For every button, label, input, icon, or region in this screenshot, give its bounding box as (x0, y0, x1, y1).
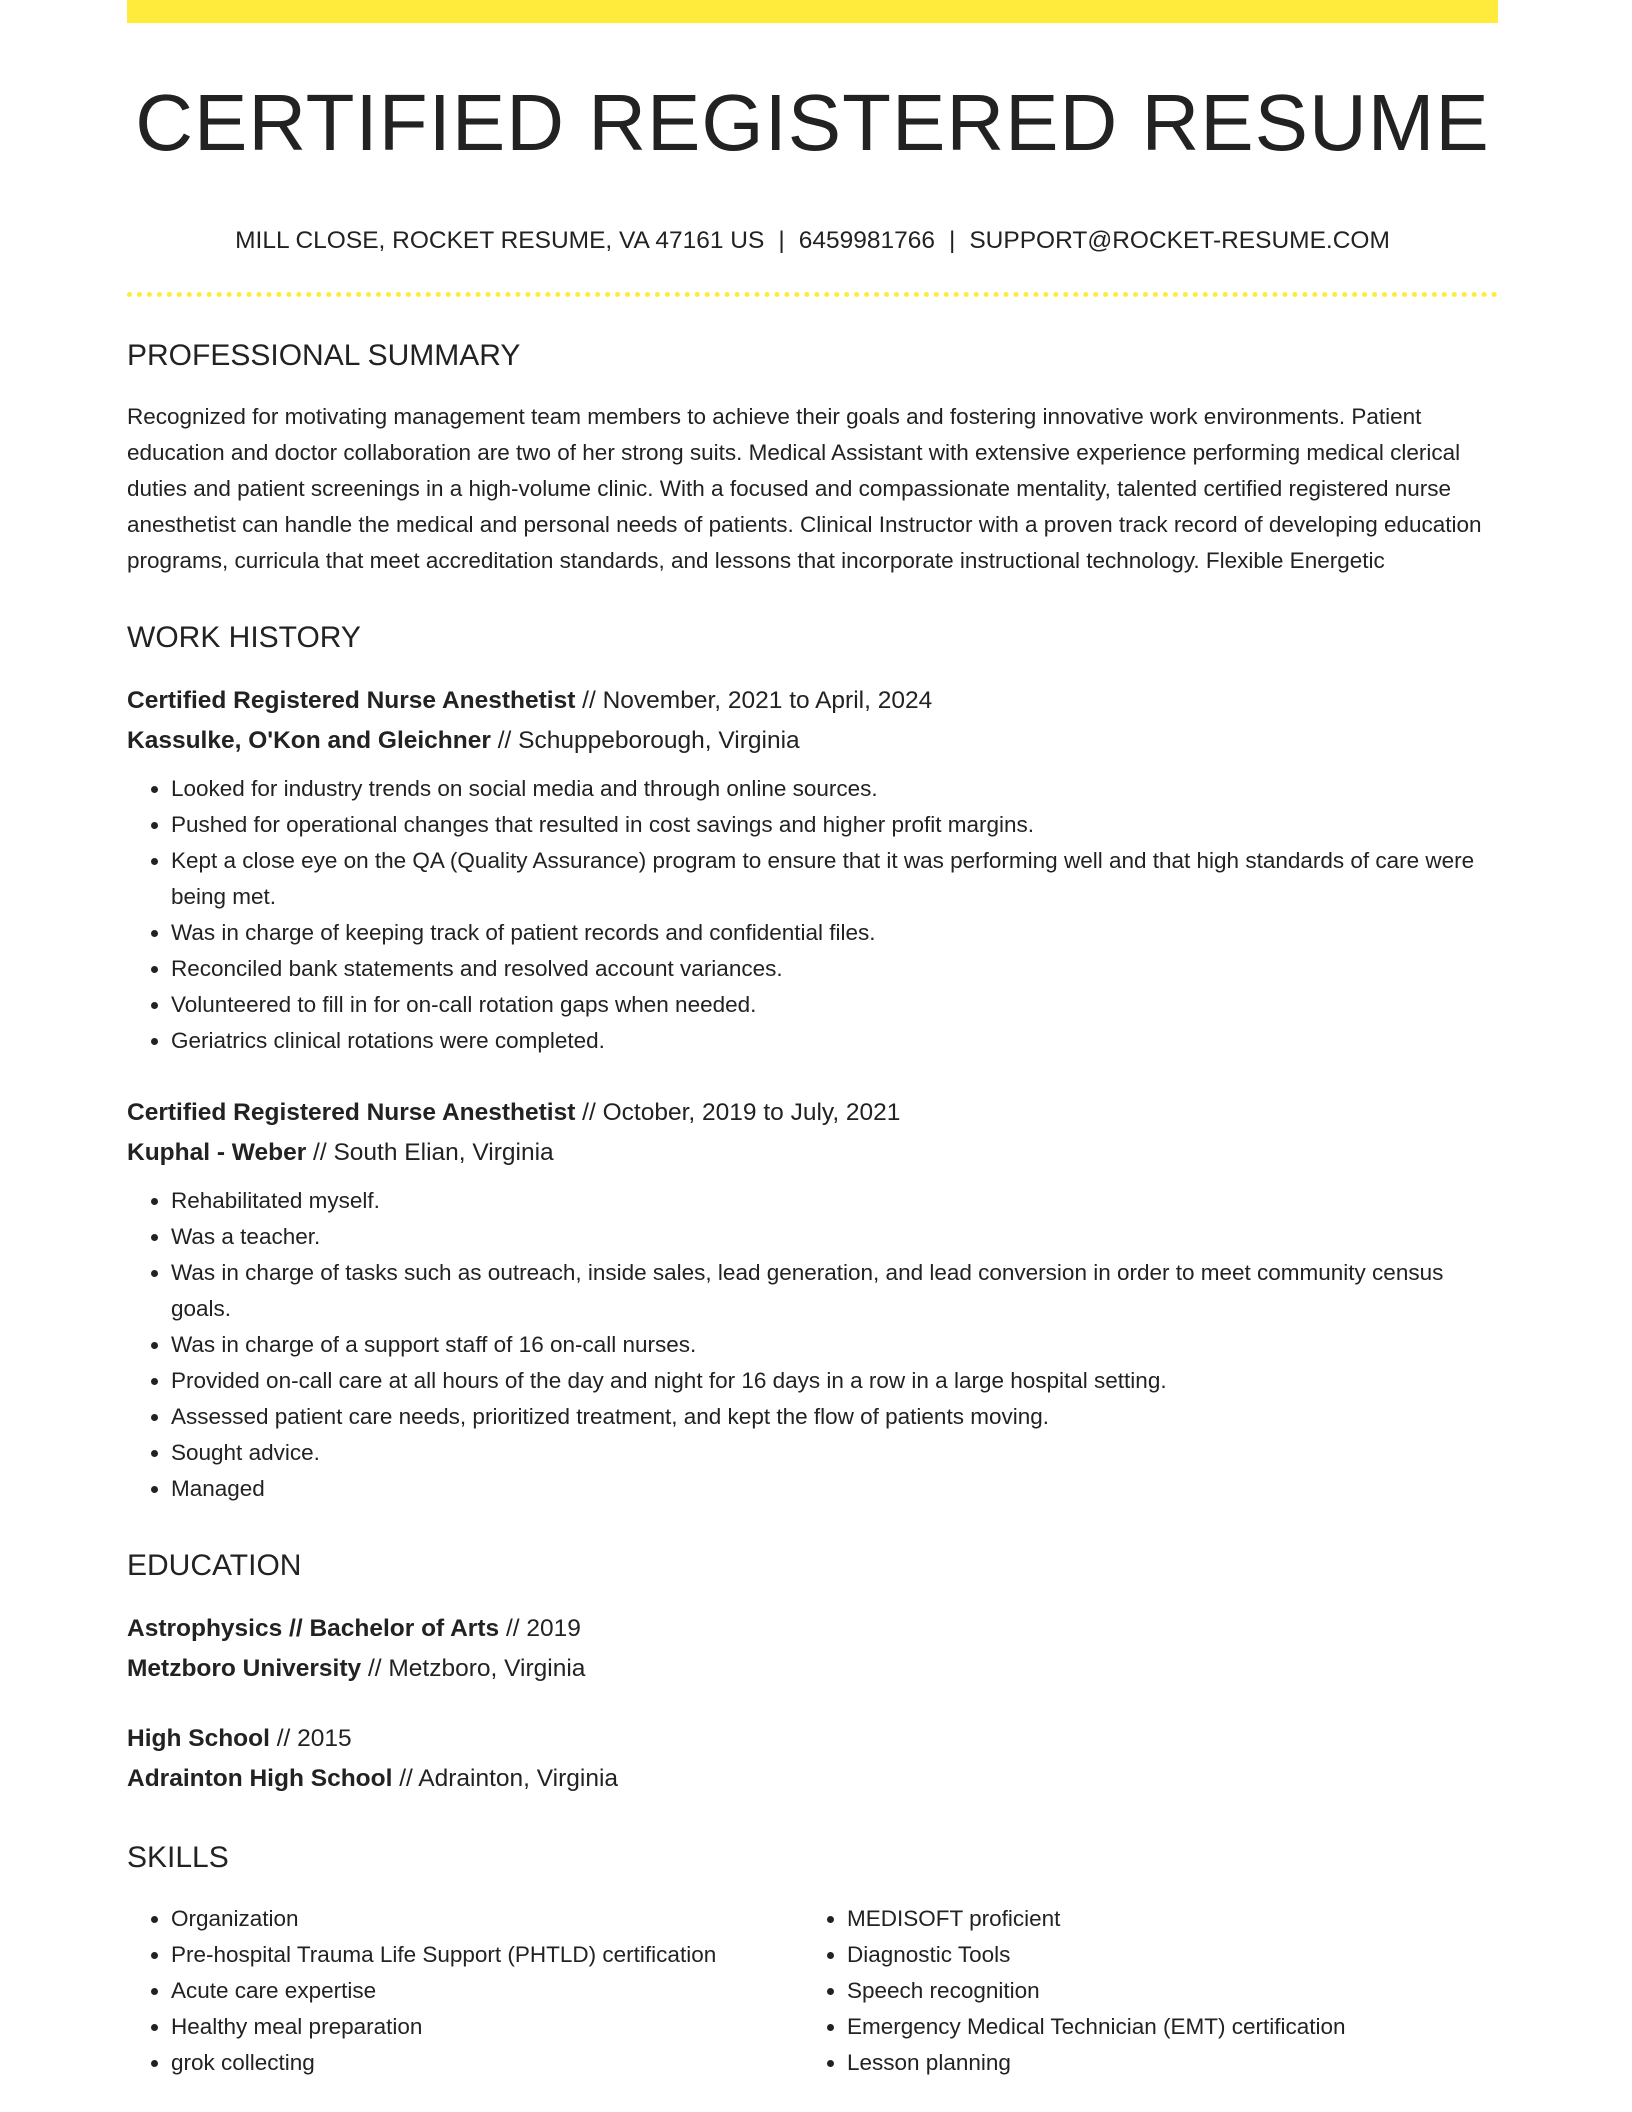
job-bullet: • Sought advice. (171, 1435, 1498, 1471)
skill-item: • MEDISOFT proficient (847, 1901, 1479, 1937)
section-title-skills: SKILLS (127, 1840, 229, 1874)
education-entry (127, 1719, 1498, 1799)
education-school-line (127, 1759, 1498, 1799)
contact-address: MILL CLOSE, ROCKET RESUME, VA 47161 US (235, 227, 765, 254)
education-school-line (127, 1649, 1498, 1689)
job-dates: // November, 2021 to April, 2024 (575, 686, 933, 714)
job-company-line (127, 1133, 1498, 1173)
contact-separator: | (778, 227, 785, 254)
job-entry (127, 681, 1498, 1059)
skill-item: • Acute care expertise (171, 1973, 803, 2009)
job-bullet: • Pushed for operational changes that resulted in cost savings and higher profit margins. (171, 807, 1498, 843)
skill-item: • Speech recognition (847, 1973, 1479, 2009)
job-bullet: • Was in charge of keeping track of patient records and confidential files. (171, 915, 1498, 951)
job-bullet: • Reconciled bank statements and resolved account variances. (171, 951, 1498, 987)
job-bullet: • Was in charge of a support staff of 16 on-call nurses. (171, 1327, 1498, 1363)
job-bullet: • Kept a close eye on the QA (Quality Assurance) program to ensure that it was performing well and that high standards of care were being met. (171, 843, 1498, 915)
section-title-education: EDUCATION (127, 1548, 302, 1582)
job-title-line (127, 681, 1498, 721)
education-entry (127, 1609, 1498, 1689)
job-location: // South Elian, Virginia (306, 1138, 554, 1166)
skill-item: • Emergency Medical Technician (EMT) certification (847, 2009, 1479, 2045)
job-company: Kuphal - Weber (127, 1138, 307, 1166)
job-bullet: • Managed (171, 1471, 1498, 1507)
skill-item: • Lesson planning (847, 2045, 1479, 2081)
job-bullet: • Was a teacher. (171, 1219, 1498, 1255)
job-entry (127, 1093, 1498, 1507)
skill-item: • Organization (171, 1901, 803, 1937)
education-degree: High School (127, 1724, 270, 1752)
job-bullet: • Provided on-call care at all hours of the day and night for 16 days in a row in a large hospital setting. (171, 1363, 1498, 1399)
education-year: // 2015 (269, 1724, 352, 1752)
job-bullet: • Rehabilitated myself. (171, 1183, 1498, 1219)
education-location: // Adrainton, Virginia (392, 1764, 619, 1792)
job-company: Kassulke, O'Kon and Gleichner (127, 726, 491, 754)
job-bullets (127, 1183, 1498, 1507)
skills-column-left (127, 1901, 803, 2081)
job-company-line (127, 721, 1498, 761)
top-accent-bar (127, 0, 1498, 23)
education-degree-line (127, 1719, 1498, 1759)
skill-item: • grok collecting (171, 2045, 803, 2081)
resume-title: CERTIFIED REGISTERED RESUME (135, 78, 1490, 167)
job-bullet: • Geriatrics clinical rotations were completed. (171, 1023, 1498, 1059)
job-dates: // October, 2019 to July, 2021 (575, 1098, 901, 1126)
job-role: Certified Registered Nurse Anesthetist (127, 686, 576, 714)
skills-column-right (803, 1901, 1479, 2081)
contact-line (127, 229, 1498, 254)
skills-list (127, 1901, 1498, 2081)
education-degree: Astrophysics // Bachelor of Arts (127, 1614, 500, 1642)
resume-page (127, 0, 1498, 2081)
skill-item: • Pre-hospital Trauma Life Support (PHTLD) certification (171, 1937, 803, 1973)
job-bullets (127, 771, 1498, 1059)
contact-email: SUPPORT@ROCKET-RESUME.COM (969, 227, 1390, 254)
education-year: // 2019 (499, 1614, 581, 1642)
job-bullet: • Looked for industry trends on social media and through online sources. (171, 771, 1498, 807)
contact-phone: 6459981766 (798, 227, 935, 254)
job-role: Certified Registered Nurse Anesthetist (127, 1098, 576, 1126)
job-bullet: • Assessed patient care needs, prioritized treatment, and kept the flow of patients moving. (171, 1399, 1498, 1435)
education-school: Metzboro University (127, 1654, 362, 1682)
skill-item: • Healthy meal preparation (171, 2009, 803, 2045)
section-title-summary: PROFESSIONAL SUMMARY (127, 338, 521, 372)
education-school: Adrainton High School (127, 1764, 393, 1792)
job-bullet: • Was in charge of tasks such as outreach, inside sales, lead generation, and lead conversion in order to meet community census goals. (171, 1255, 1498, 1327)
contact-separator: | (948, 227, 956, 254)
skill-item: • Diagnostic Tools (847, 1937, 1479, 1973)
education-degree-line (127, 1609, 1498, 1649)
summary-text: Recognized for motivating management team members to achieve their goals and fostering innovative work environments. Patient education and doctor collaboration are two of her strong suits. Medical Assistant with extensive experience performing medical clerical duties and patient screenings in a high-volume clinic. With a focused and compassionate mentality, talented certified registered nurse anesthetist can handle the medical and personal needs of patients. Clinical Instructor with a proven track record of developing education programs, curricula that meet accreditation standards, and lessons that incorporate instructional technology. Flexible Energetic (127, 403, 1482, 573)
job-bullet: • Volunteered to fill in for on-call rotation gaps when needed. (171, 987, 1498, 1023)
header-divider (127, 292, 1498, 297)
education-location: // Metzboro, Virginia (361, 1654, 586, 1682)
job-title-line (127, 1093, 1498, 1133)
section-title-work-history: WORK HISTORY (127, 620, 361, 654)
job-location: // Schuppeborough, Virginia (490, 726, 800, 754)
